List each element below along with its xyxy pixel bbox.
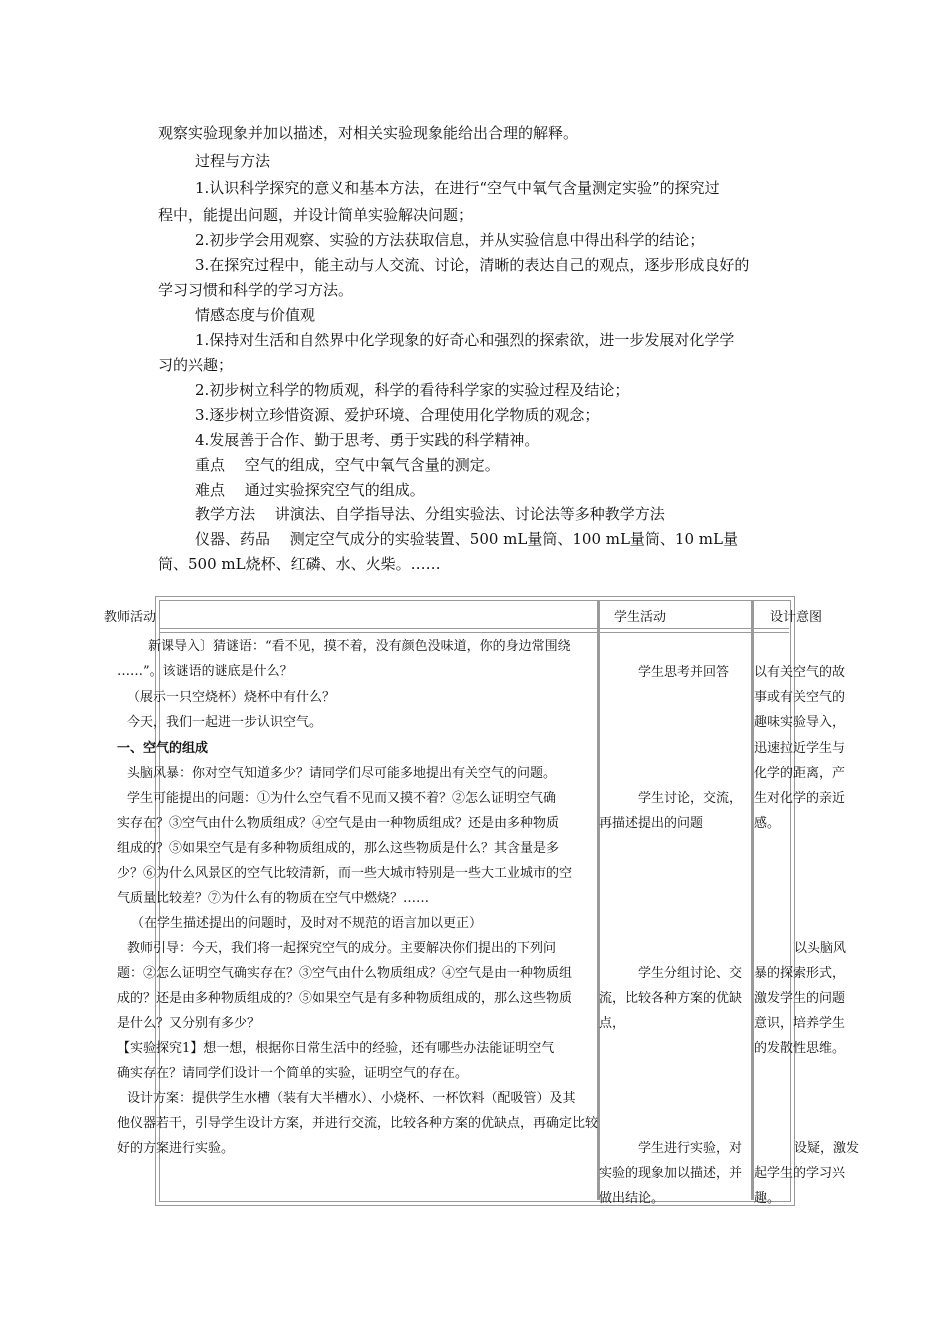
teacher-line: 【实验探究1】想一想，根据你日常生活中的经验，还有哪些办法能证明空气 — [117, 1041, 555, 1056]
section-heading: 过程与方法 — [195, 152, 271, 170]
difficult-point: 难点 通过实验探究空气的组成。 — [195, 481, 425, 499]
design-line: 的发散性思维。 — [754, 1041, 846, 1056]
student-line: 点， — [599, 1016, 626, 1031]
intro-line: 3.在探究过程中，能主动与人交流、讨论，清晰的表达自己的观点，逐步形成良好的 — [195, 256, 750, 274]
header-student-activity: 学生活动 — [614, 610, 667, 625]
teacher-line: 设计方案：提供学生水槽（装有大半槽水）、小烧杯、一杯饮料（配吸管）及其 — [127, 1091, 576, 1106]
student-line: 学生讨论，交流， — [638, 791, 743, 806]
section-heading: 情感态度与价值观 — [195, 306, 316, 324]
materials: 筒、500 mL烧杯、红磷、水、火柴。…… — [158, 555, 441, 573]
section-heading: 一、空气的组成 — [117, 741, 209, 756]
student-line: 流，比较各种方案的优缺 — [599, 991, 743, 1006]
design-line: 趣味实验导入， — [754, 715, 846, 730]
student-line: 学生进行实验，对 — [638, 1141, 743, 1156]
teacher-line: 是什么？又分别有多少？ — [117, 1016, 261, 1031]
design-line: 化学的距离，产 — [754, 766, 846, 781]
teacher-line: 他仪器若干，引导学生设计方案，并进行交流，比较各种方案的优缺点，再确定比较 — [117, 1116, 599, 1131]
teacher-line: 实存在？③空气由什么物质组成？④空气是由一种物质组成？还是由多种物质 — [117, 816, 560, 831]
intro-line: 1.保持对生活和自然界中化学现象的好奇心和强烈的探索欲，进一步发展对化学学 — [195, 331, 735, 349]
design-line: 趣。 — [754, 1191, 781, 1206]
design-line: 以头脑风 — [794, 941, 847, 956]
teacher-line: ……”。该谜语的谜底是什么？ — [117, 664, 293, 679]
design-line: 起学生的学习兴 — [754, 1166, 846, 1181]
student-line: 做出结论。 — [599, 1191, 665, 1206]
intro-line: 程中，能提出问题，并设计简单实验解决问题； — [158, 206, 474, 224]
materials: 仪器、药品 测定空气成分的实验装置、500 mL量筒、100 mL量筒、10 mL量 — [195, 530, 738, 548]
teacher-note: （在学生描述提出的问题时，及时对不规范的语言加以更正） — [131, 916, 483, 931]
header-divider — [159, 632, 789, 633]
design-line: 事或有关空气的 — [754, 690, 846, 705]
teacher-line: 气质量比较差？⑦为什么有的物质在空气中燃烧？…… — [117, 891, 430, 906]
design-line: 生对化学的亲近 — [754, 791, 846, 806]
student-line: 学生思考并回答 — [638, 665, 730, 680]
intro-line: 3.逐步树立珍惜资源、爱护环境、合理使用化学物质的观念； — [195, 406, 600, 424]
intro-line: 2.初步学会用观察、实验的方法获取信息，并从实验信息中得出科学的结论； — [195, 231, 705, 249]
design-line: 迅速拉近学生与 — [754, 741, 846, 756]
teacher-line: 题：②怎么证明空气确实存在？③空气由什么物质组成？④空气是由一种物质组 — [117, 966, 573, 981]
intro-line: 学习习惯和科学的学习方法。 — [158, 281, 354, 299]
header-teacher-activity: 教师活动 — [104, 610, 157, 625]
teacher-line: 学生可能提出的问题：①为什么空气看不见而又摸不着？②怎么证明空气确 — [127, 791, 557, 806]
intro-line: 1.认识科学探究的意义和基本方法，在进行“空气中氧气含量测定实验”的探究过 — [195, 179, 720, 197]
student-line: 学生分组讨论、交 — [638, 966, 743, 981]
teacher-line: 新课导入〕猜谜语：“看不见，摸不着，没有颜色没味道，你的身边常围绕 — [148, 639, 571, 654]
teacher-line: 成的？还是由多种物质组成的？⑤如果空气是有多种物质组成的，那么这些物质 — [117, 991, 573, 1006]
teaching-method: 教学方法 讲演法、自学指导法、分组实验法、讨论法等多种教学方法 — [195, 505, 665, 523]
intro-line: 习的兴趣； — [158, 356, 234, 374]
column-divider — [597, 600, 600, 1200]
key-point: 重点 空气的组成，空气中氧气含量的测定。 — [195, 456, 500, 474]
design-line: 以有关空气的故 — [754, 665, 846, 680]
design-line: 激发学生的问题 — [754, 991, 846, 1006]
student-line: 实验的现象加以描述，并 — [599, 1166, 743, 1181]
design-line: 暴的探索形式， — [754, 966, 846, 981]
student-line: 再描述提出的问题 — [599, 816, 704, 831]
design-line: 设疑，激发 — [794, 1141, 860, 1156]
teacher-line: 头脑风暴：你对空气知道多少？请同学们尽可能多地提出有关空气的问题。 — [127, 766, 557, 781]
teacher-line: 今天，我们一起进一步认识空气。 — [127, 715, 323, 730]
teacher-line: 少？⑥为什么风景区的空气比较清新，而一些大城市特别是一些大工业城市的空 — [117, 866, 573, 881]
intro-line: 2.初步树立科学的物质观，科学的看待科学家的实验过程及结论； — [195, 381, 630, 399]
header-divider — [159, 628, 789, 629]
teacher-line: 好的方案进行实验。 — [117, 1141, 235, 1156]
design-line: 感。 — [754, 816, 781, 831]
intro-line: 4.发展善于合作、勤于思考、勇于实践的科学精神。 — [195, 431, 540, 449]
teacher-line: （展示一只空烧杯）烧杯中有什么？ — [127, 690, 336, 705]
intro-line: 观察实验现象并加以描述，对相关实验现象能给出合理的解释。 — [158, 124, 579, 142]
header-design-intent: 设计意图 — [770, 610, 823, 625]
teacher-line: 组成的？⑤如果空气是有多种物质组成的，那么这些物质是什么？其含量是多 — [117, 841, 560, 856]
design-line: 意识，培养学生 — [754, 1016, 846, 1031]
teacher-line: 确实存在？请同学们设计一个简单的实验，证明空气的存在。 — [117, 1066, 469, 1081]
teacher-line: 教师引导：今天，我们将一起探究空气的成分。主要解决你们提出的下列问 — [127, 941, 557, 956]
